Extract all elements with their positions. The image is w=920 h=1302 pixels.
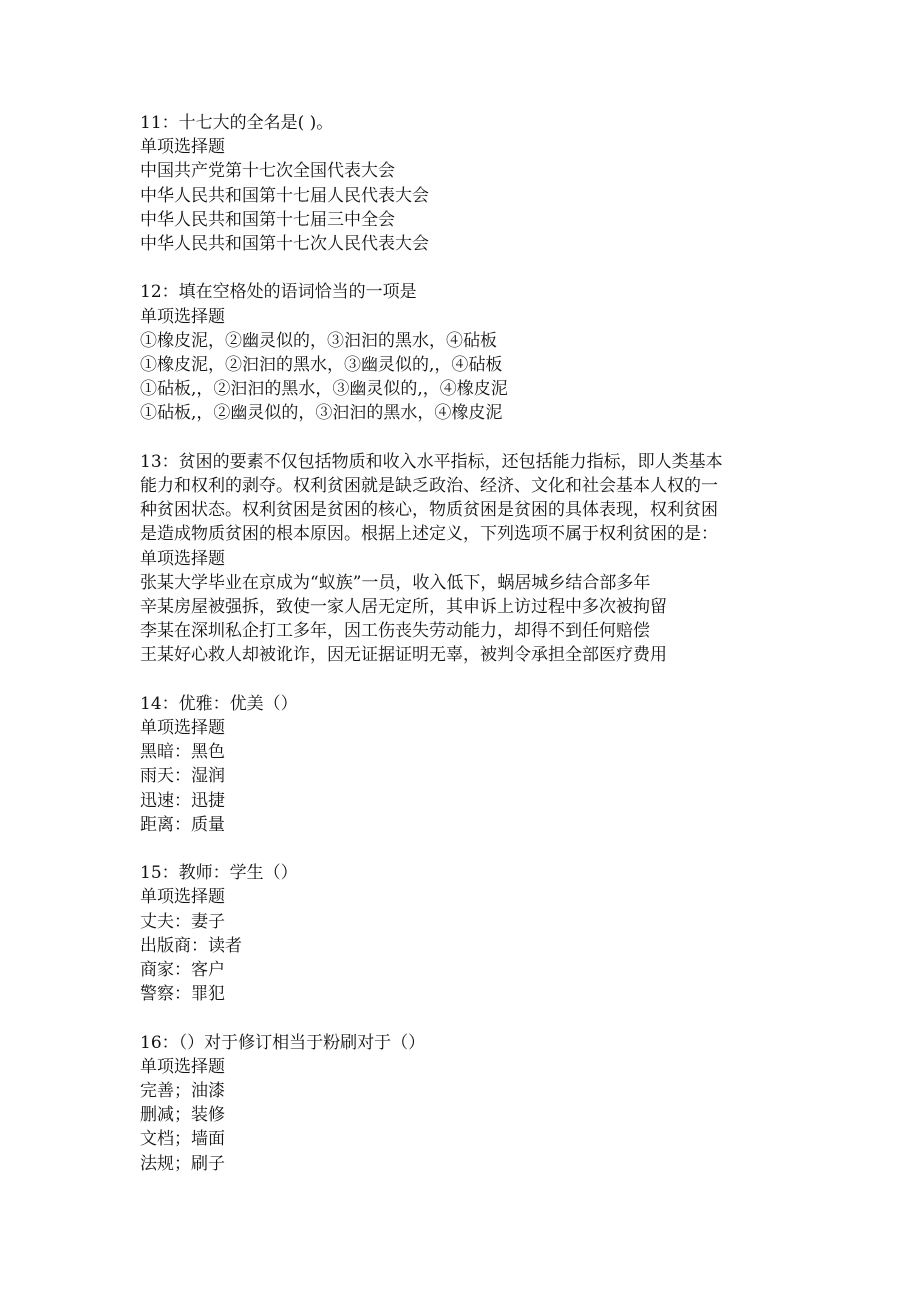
option-c[interactable]: ①砧板,，②汩汩的黑水，③幽灵似的,，④橡皮泥 xyxy=(140,379,508,400)
option-a[interactable]: ①橡皮泥，②幽灵似的，③汩汩的黑水，④砧板 xyxy=(140,330,497,351)
question-type: 单项选择题 xyxy=(140,718,225,739)
question-14 xyxy=(140,692,790,837)
option-b[interactable]: 辛某房屋被强拆，致使一家人居无定所，其申诉上访过程中多次被拘留 xyxy=(140,597,667,618)
option-c[interactable]: 李某在深圳私企打工多年，因工伤丧失劳动能力，却得不到任何赔偿 xyxy=(140,621,650,642)
option-b[interactable]: 中华人民共和国第十七届人民代表大会 xyxy=(140,185,429,206)
question-list xyxy=(140,111,790,1200)
option-d[interactable]: 距离：质量 xyxy=(140,814,225,835)
option-a[interactable]: 张某大学毕业在京成为“蚁族”一员，收入低下，蜗居城乡结合部多年 xyxy=(140,572,651,593)
question-stem: 15：教师：学生（） xyxy=(140,863,298,884)
question-15 xyxy=(140,861,790,1006)
option-a[interactable]: 完善；油漆 xyxy=(140,1081,225,1102)
question-13 xyxy=(140,450,790,668)
option-a[interactable]: 黑暗：黑色 xyxy=(140,742,225,763)
question-type: 单项选择题 xyxy=(140,887,225,908)
option-a[interactable]: 中国共产党第十七次全国代表大会 xyxy=(140,161,395,182)
question-stem-line: 13：贫困的要素不仅包括物质和收入水平指标，还包括能力指标，即人类基本 xyxy=(140,451,723,472)
question-stem: 16：（）对于修订相当于粉刷对于（） xyxy=(140,1032,426,1053)
question-stem: 12：填在空格处的语词恰当的一项是 xyxy=(140,282,417,303)
option-b[interactable]: 删减；装修 xyxy=(140,1105,225,1126)
question-stem-line: 能力和权利的剥夺。权利贫困就是缺乏政治、经济、文化和社会基本人权的一 xyxy=(140,476,718,497)
question-stem-line: 是造成物质贫困的根本原因。根据上述定义，下列选项不属于权利贫困的是： xyxy=(140,524,718,545)
question-11 xyxy=(140,111,790,256)
option-c[interactable]: 商家：客户 xyxy=(140,960,225,981)
option-d[interactable]: 中华人民共和国第十七次人民代表大会 xyxy=(140,234,429,255)
option-d[interactable]: 法规；刷子 xyxy=(140,1153,225,1174)
question-16 xyxy=(140,1031,790,1176)
option-a[interactable]: 丈夫：妻子 xyxy=(140,911,225,932)
question-stem: 14：优雅：优美（） xyxy=(140,693,298,714)
option-d[interactable]: ①砧板,，②幽灵似的，③汩汩的黑水，④橡皮泥 xyxy=(140,403,503,424)
question-type: 单项选择题 xyxy=(140,306,225,327)
question-stem-line: 种贫困状态。权利贫困是贫困的核心，物质贫困是贫困的具体表现，权利贫困 xyxy=(140,500,718,521)
option-d[interactable]: 警察：罪犯 xyxy=(140,984,225,1005)
question-type: 单项选择题 xyxy=(140,137,225,158)
option-d[interactable]: 王某好心救人却被讹诈，因无证据证明无辜，被判令承担全部医疗费用 xyxy=(140,645,667,666)
option-c[interactable]: 中华人民共和国第十七届三中全会 xyxy=(140,209,395,230)
option-b[interactable]: ①橡皮泥，②汩汩的黑水，③幽灵似的,，④砧板 xyxy=(140,355,503,376)
option-b[interactable]: 雨天：湿润 xyxy=(140,766,225,787)
question-type: 单项选择题 xyxy=(140,548,225,569)
question-type: 单项选择题 xyxy=(140,1056,225,1077)
option-b[interactable]: 出版商：读者 xyxy=(140,935,242,956)
question-12 xyxy=(140,280,790,425)
option-c[interactable]: 文档；墙面 xyxy=(140,1129,225,1150)
question-stem: 11：十七大的全名是( )。 xyxy=(140,113,334,133)
option-c[interactable]: 迅速：迅捷 xyxy=(140,790,225,811)
